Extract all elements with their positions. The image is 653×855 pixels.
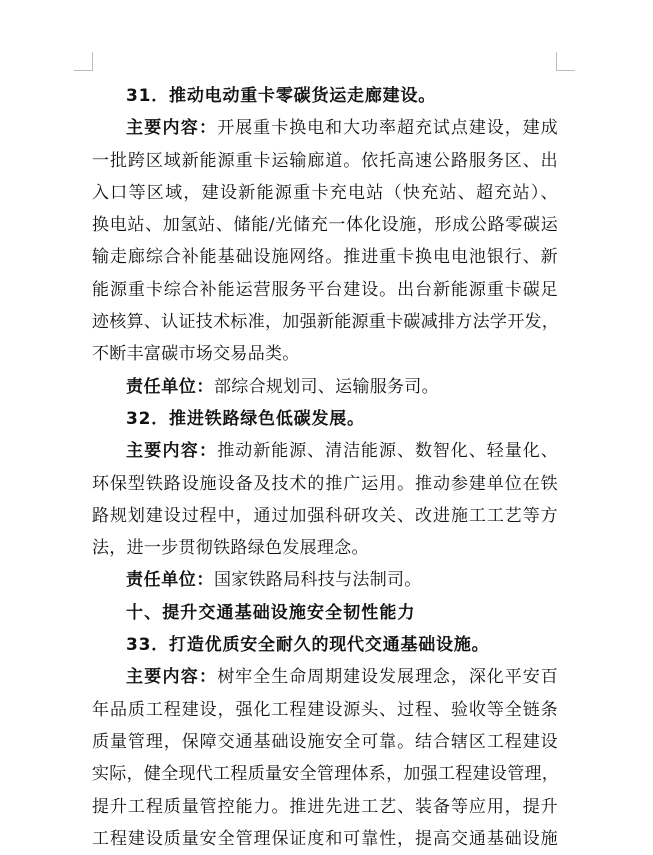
- item-31-responsibility-text: 部综合规划司、运输服务司。: [214, 376, 439, 397]
- item-32-line: 环保型铁路设施设备及技术的推广运用。推动参建单位在铁: [92, 473, 558, 494]
- top-right-crop-mark: [556, 52, 575, 71]
- item-33-title: 33．打造优质安全耐久的现代交通基础设施。: [126, 635, 490, 656]
- item-32-responsibility-label: 责任单位：: [126, 570, 214, 591]
- item-33-line: 工程建设质量安全管理保证度和可靠性，提高交通基础设施: [92, 828, 558, 849]
- item-33-line: 质量管理，保障交通基础设施安全可靠。结合辖区工程建设: [92, 731, 558, 752]
- item-31-responsibility: [92, 371, 558, 403]
- item-31-line: 入口等区域，建设新能源重卡充电站（快充站、超充站）、: [92, 182, 558, 203]
- item-31-main-content-first-line: [92, 112, 558, 144]
- section-heading: 十、提升交通基础设施安全韧性能力: [126, 602, 416, 623]
- item-31-line: 换电站、加氢站、储能/光储充一体化设施，形成公路零碳运: [92, 215, 558, 236]
- document-body: [92, 80, 558, 855]
- item-31-line: 不断丰富碳市场交易品类。: [92, 344, 300, 365]
- item-33-line: 实际，健全现代工程质量安全管理体系，加强工程建设管理，: [92, 764, 560, 785]
- item-31-line: 迹核算、认证技术标准，加强新能源重卡碳减排方法学开发，: [92, 312, 560, 333]
- item-33-line: 提升工程质量管控能力。推进先进工艺、装备等应用，提升: [92, 796, 558, 817]
- item-32-line: 路规划建设过程中，通过加强科研攻关、改进施工工艺等方: [92, 505, 558, 526]
- item-31-line: 能源重卡综合补能运营服务平台建设。出台新能源重卡碳足: [92, 279, 558, 300]
- item-32-main-content-first-line: [92, 435, 558, 467]
- item-33-main-content-text: 树牢全生命周期建设发展理念，深化平安百: [217, 667, 558, 688]
- item-31-line: 一批跨区域新能源重卡运输廊道。依托高速公路服务区、出: [92, 150, 558, 171]
- item-32-responsibility-text: 国家铁路局科技与法制司。: [214, 570, 422, 591]
- item-31-main-content-label: 主要内容：: [126, 118, 218, 139]
- item-31-line: 输走廊综合补能基础设施网络。推进重卡换电电池银行、新: [92, 247, 558, 268]
- item-32-title: 32．推进铁路绿色低碳发展。: [126, 408, 365, 429]
- item-31-title: 31．推动电动重卡零碳货运走廊建设。: [126, 86, 437, 106]
- top-left-crop-mark: [74, 52, 93, 71]
- item-32-line: 法，进一步贯彻铁路绿色发展理念。: [92, 538, 369, 559]
- item-32-main-content-label: 主要内容：: [126, 441, 218, 462]
- item-33-main-content-label: 主要内容：: [126, 667, 218, 688]
- item-32-responsibility: [92, 564, 558, 596]
- item-32-main-content-text: 推动新能源、清洁能源、数智化、轻量化、: [217, 441, 558, 462]
- item-31-main-content-text: 开展重卡换电和大功率超充试点建设，建成: [217, 118, 558, 139]
- item-31-responsibility-label: 责任单位：: [126, 376, 214, 397]
- item-33-line: 年品质工程建设，强化工程建设源头、过程、验收等全链条: [92, 699, 558, 720]
- item-33-main-content-first-line: [92, 661, 558, 693]
